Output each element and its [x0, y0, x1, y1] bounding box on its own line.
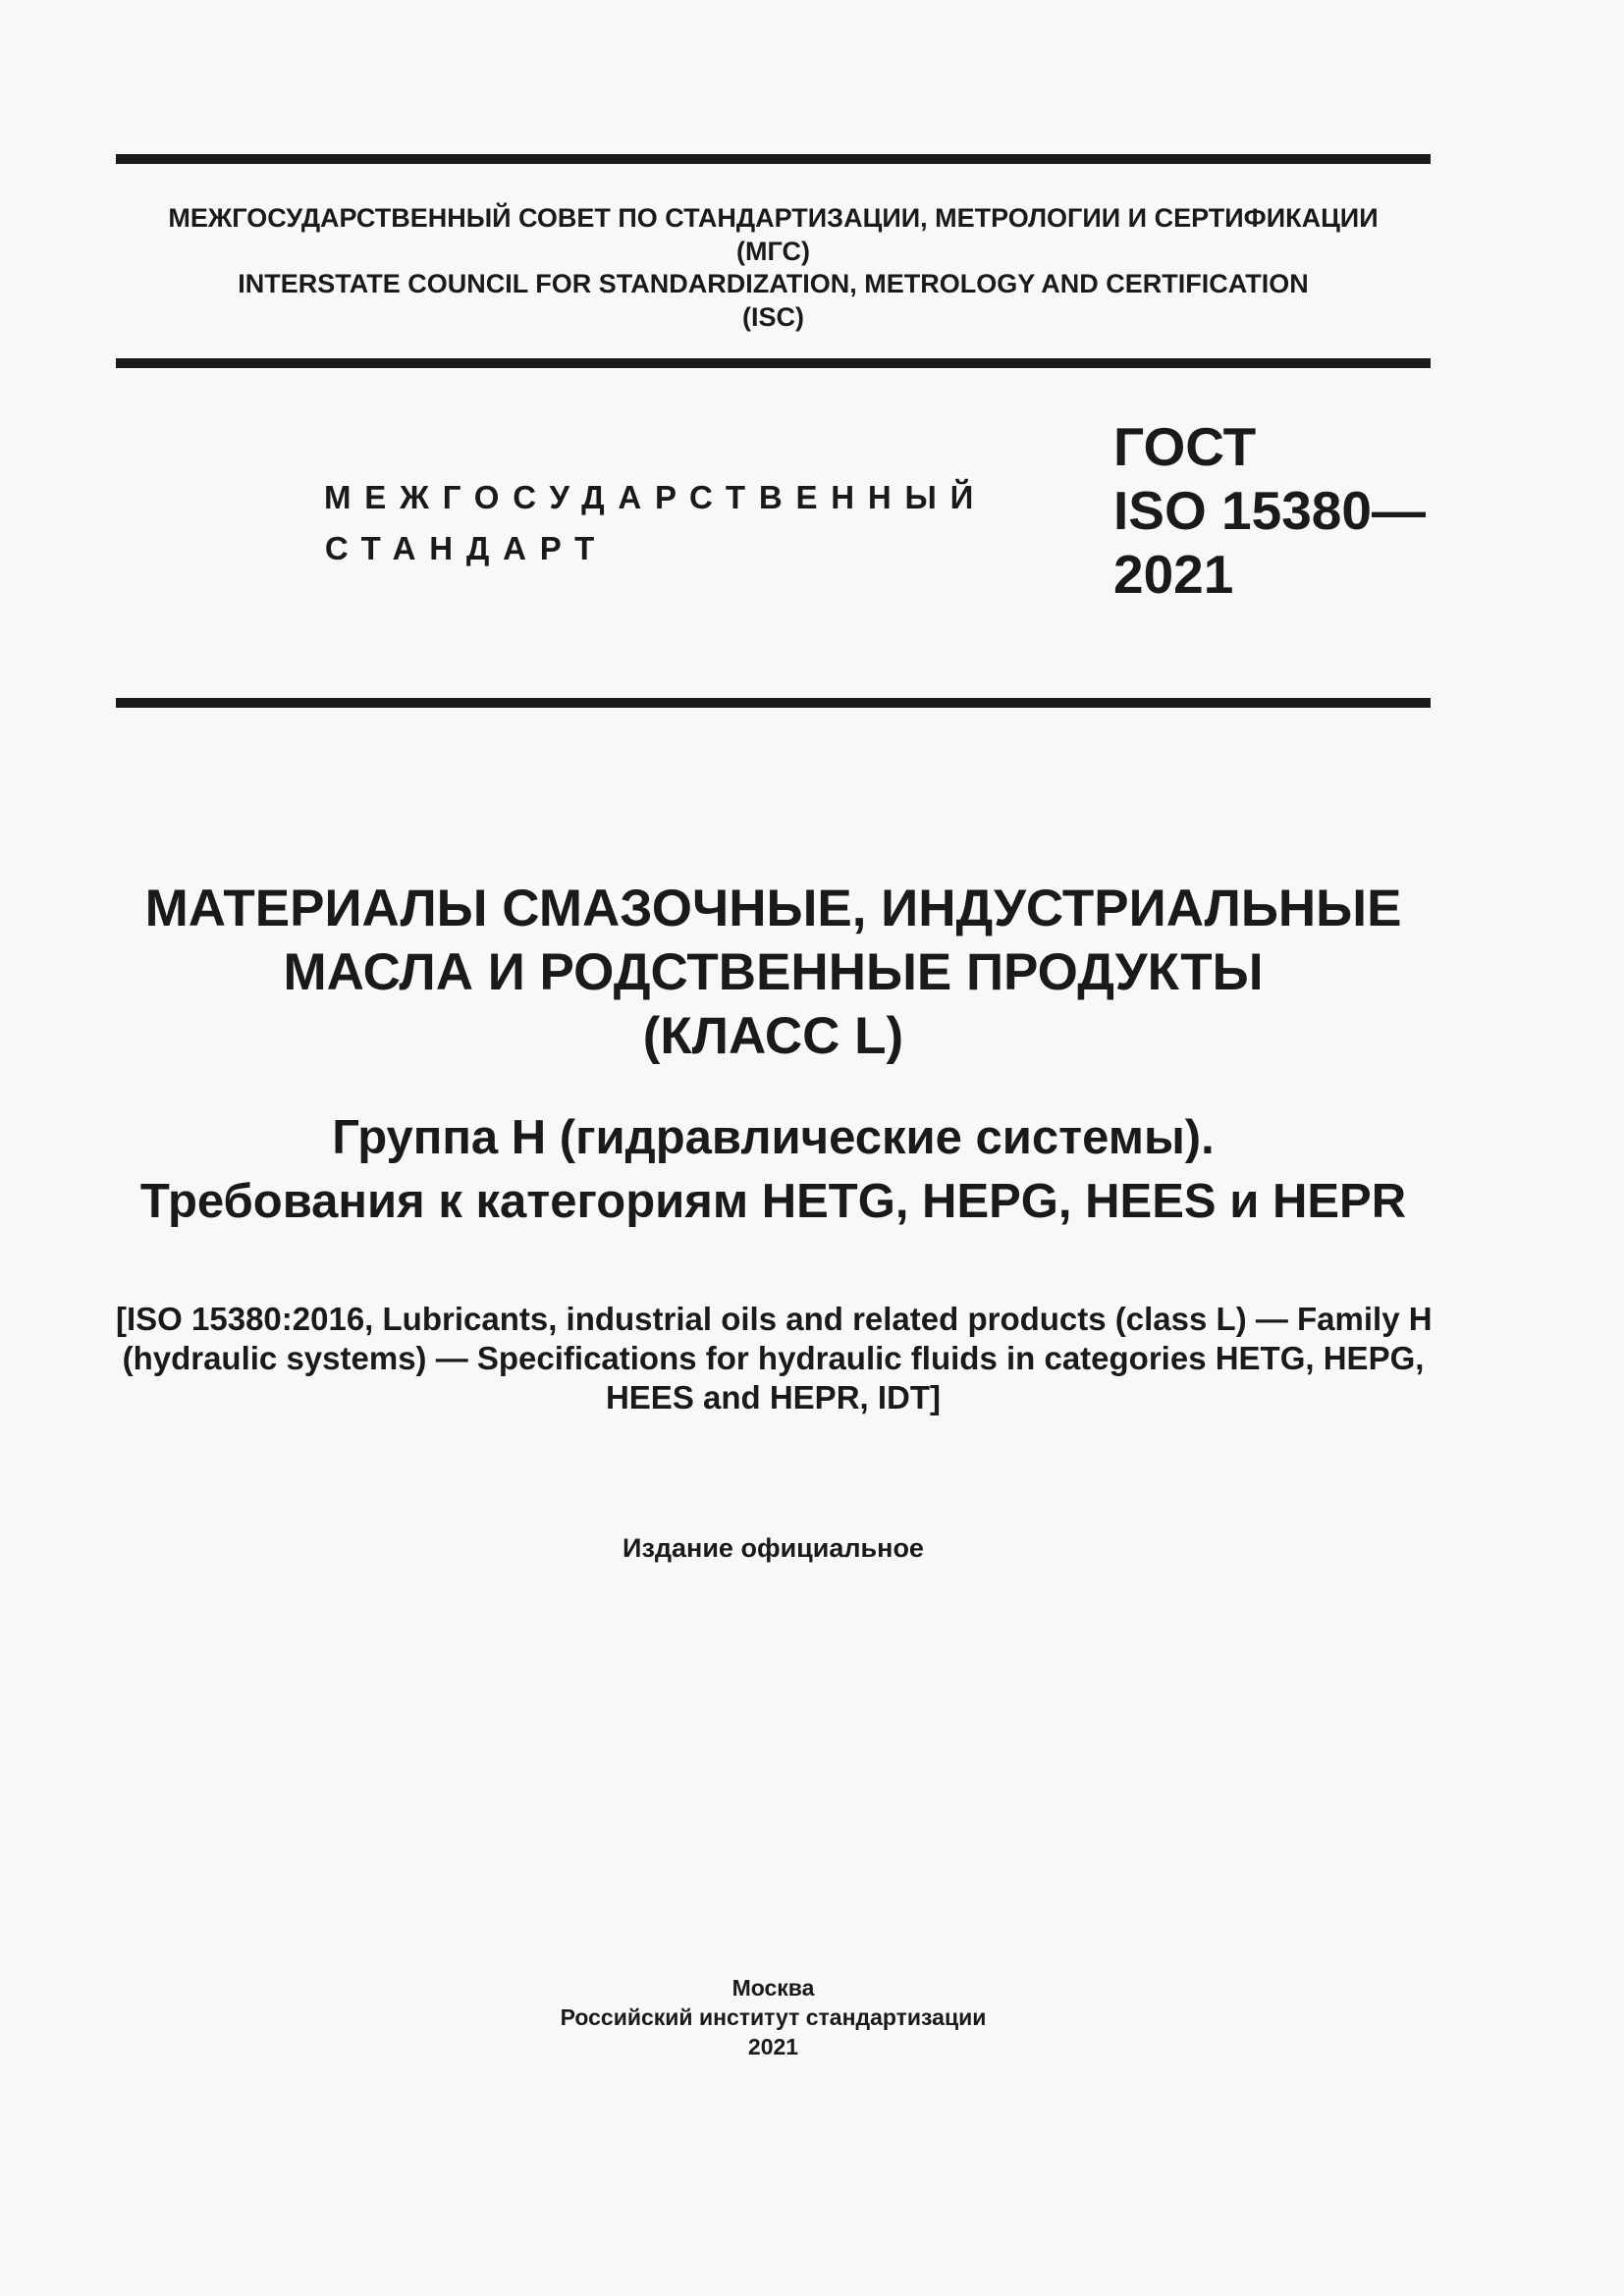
standard-code-line1: ГОСТ	[1113, 416, 1257, 477]
council-name-en: INTERSTATE COUNCIL FOR STANDARDIZATION, METROLOGY AND CERTIFICATION	[238, 269, 1309, 298]
subtitle-line1: Группа H (гидравлические системы).	[332, 1111, 1215, 1164]
subtitle-line2: Требования к категориям HETG, HEPG, HEES и HEPR	[139, 1175, 1407, 1228]
edition-label: Издание официальное	[623, 1533, 924, 1563]
standard-type-line2: СТАНДАРТ	[324, 530, 609, 566]
document-title	[116, 877, 1431, 1068]
header-rule	[116, 358, 1431, 368]
title-line1: МАТЕРИАЛЫ СМАЗОЧНЫЕ, ИНДУСТРИАЛЬНЫЕ	[144, 880, 1402, 937]
imprint-publisher: Российский институт стандартизации	[560, 2004, 987, 2030]
iso-reference-line1: [ISO 15380:2016, Lubricants, industrial oils and related products (class L) — Family H	[116, 1301, 1433, 1337]
council-name-ru: МЕЖГОСУДАРСТВЕННЫЙ СОВЕТ ПО СТАНДАРТИЗАЦИИ, МЕТРОЛОГИИ И СЕРТИФИКАЦИИ	[168, 203, 1379, 233]
document-subtitle	[116, 1106, 1431, 1234]
standard-code-line2: ISO 15380—	[1113, 480, 1426, 541]
standard-type	[324, 472, 988, 574]
council-abbr-en: (ISC)	[742, 301, 804, 332]
imprint-year: 2021	[747, 2034, 799, 2059]
council-abbr-ru: (МГС)	[736, 236, 810, 266]
iso-reference-line2: (hydraulic systems) — Specifications for hydraulic fluids in categories HETG, HEPG,	[122, 1340, 1425, 1376]
title-line3: (КЛАСС L)	[642, 1007, 904, 1065]
title-line2: МАСЛА И РОДСТВЕННЫЕ ПРОДУКТЫ	[283, 943, 1264, 1001]
standard-code	[1113, 415, 1437, 607]
standard-code-line3: 2021	[1113, 544, 1234, 605]
title-block-rule	[116, 698, 1431, 708]
imprint-city: Москва	[731, 1975, 815, 2001]
standard-type-line1: МЕЖГОСУДАРСТВЕННЫЙ	[324, 479, 988, 515]
iso-reference	[116, 1300, 1431, 1417]
top-rule	[116, 154, 1431, 164]
council-header	[116, 202, 1431, 334]
iso-reference-line3: HEES and HEPR, IDT]	[605, 1379, 942, 1415]
imprint	[116, 1973, 1431, 2061]
